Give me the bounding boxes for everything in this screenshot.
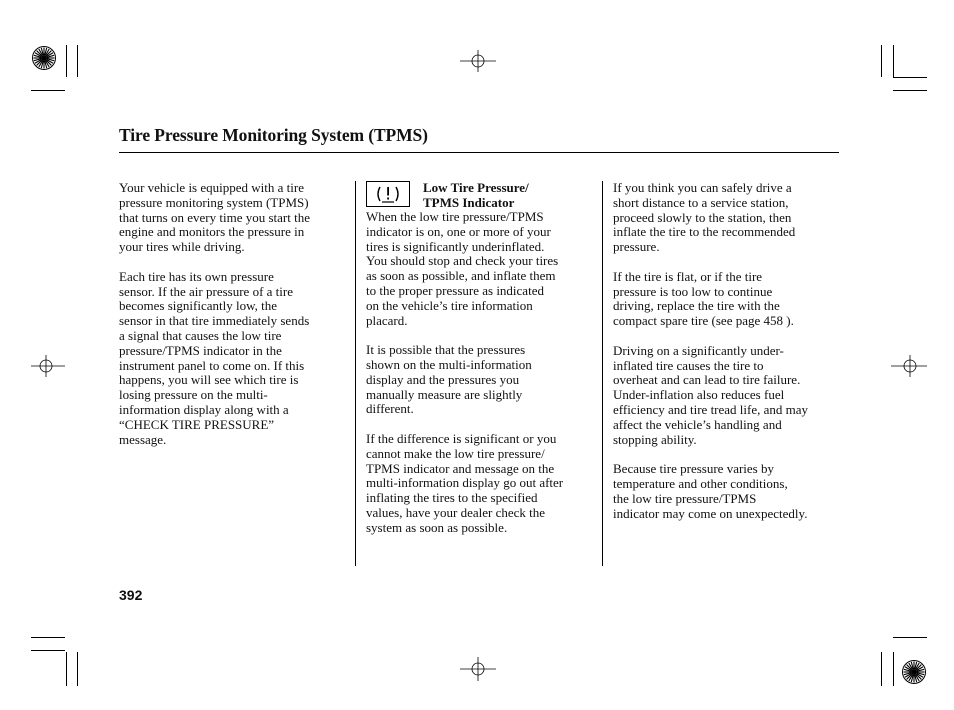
indicator-heading-line: TPMS Indicator (423, 194, 515, 210)
column-middle (366, 210, 563, 536)
text-line: You should stop and check your tires (366, 253, 559, 269)
text-line: on the vehicle’s tire information (366, 297, 533, 313)
text-line: different. (366, 401, 414, 417)
registration-starburst-icon (31, 45, 57, 71)
crop-line (66, 652, 67, 686)
text-line: It is possible that the pressures (366, 342, 526, 358)
tpms-indicator-box (366, 181, 410, 207)
paragraph-gap (613, 329, 808, 344)
text-line: Because tire pressure varies by (613, 461, 774, 477)
text-line: system as soon as possible. (366, 519, 508, 535)
text-line: stopping ability. (613, 431, 697, 447)
text-line: “CHECK TIRE PRESSURE” (119, 416, 275, 432)
section-title: Tire Pressure Monitoring System (TPMS) (119, 125, 428, 145)
text-line: shown on the multi-information (366, 356, 532, 372)
text-line: temperature and other conditions, (613, 475, 788, 491)
registration-crosshair-icon (31, 355, 65, 377)
crop-line (77, 652, 78, 686)
text-line: instrument panel to come on. If this (119, 357, 305, 373)
text-line: TPMS indicator and message on the (366, 460, 555, 476)
text-line: If the difference is significant or you (366, 430, 557, 446)
paragraph-gap (366, 417, 563, 432)
text-line: a signal that causes the low tire (119, 327, 282, 343)
page-number: 392 (119, 587, 143, 603)
text-line: sensor. If the air pressure of a tire (119, 283, 293, 299)
text-line: If you think you can safely drive a (613, 180, 792, 195)
text-line: multi-information display go out after (366, 475, 564, 491)
column-divider-right (602, 181, 603, 566)
text-line: If the tire is flat, or if the tire (613, 268, 763, 284)
crop-line (77, 45, 78, 77)
text-line: engine and monitors the pressure in (119, 224, 305, 240)
paragraph-gap (613, 447, 808, 462)
text-line: pressure/TPMS indicator in the (119, 342, 282, 358)
text-line: Driving on a significantly under- (613, 342, 784, 358)
title-rule (119, 152, 839, 153)
text-line: pressure is too low to continue (613, 283, 773, 299)
registration-crosshair-icon (891, 355, 927, 377)
text-line: proceed slowly to the station, then (613, 209, 792, 225)
text-line: as soon as possible, and inflate them (366, 268, 556, 284)
text-line: Each tire has its own pressure (119, 268, 274, 284)
crop-line (893, 45, 894, 77)
text-line: efficiency and tire tread life, and may (613, 401, 809, 417)
column-left (119, 181, 310, 447)
crop-line (881, 45, 882, 77)
indicator-heading-line: Low Tire Pressure/ (423, 180, 529, 195)
column-divider-left (355, 181, 356, 566)
crop-line (893, 637, 927, 638)
column-right (613, 181, 808, 521)
text-line: placard. (366, 312, 408, 328)
crop-line (31, 650, 65, 651)
text-line: inflate the tire to the recommended (613, 224, 796, 240)
text-line: happens, you will see which tire is (119, 372, 299, 388)
crop-line (881, 652, 882, 686)
text-line: display and the pressures you (366, 371, 520, 387)
crop-line (66, 45, 67, 77)
text-line: message. (119, 431, 167, 447)
text-line: information display along with a (119, 401, 289, 417)
text-line: your tires while driving. (119, 239, 245, 255)
text-line: cannot make the low tire pressure/ (366, 445, 545, 461)
text-line: tires is significantly underinflated. (366, 238, 545, 254)
text-line: to the proper pressure as indicated (366, 282, 544, 298)
text-line: Your vehicle is equipped with a tire (119, 180, 304, 195)
registration-starburst-icon (901, 659, 927, 685)
text-line: manually measure are slightly (366, 386, 523, 402)
crop-line (893, 90, 927, 91)
text-line: When the low tire pressure/TPMS (366, 209, 544, 224)
tpms-warning-icon (367, 182, 409, 206)
text-line: pressure monitoring system (TPMS) (119, 194, 309, 210)
text-line: becomes significantly low, the (119, 298, 278, 314)
text-line: values, have your dealer check the (366, 504, 546, 520)
text-line: indicator is on, one or more of your (366, 223, 551, 239)
text-line: Under-inflation also reduces fuel (613, 387, 785, 403)
text-line: the low tire pressure/TPMS (613, 490, 757, 506)
text-line: inflating the tires to the specified (366, 490, 538, 506)
text-line: inflated tire causes the tire to (613, 357, 764, 373)
paragraph-gap (366, 328, 563, 343)
registration-crosshair-icon (460, 50, 496, 72)
indicator-heading (423, 181, 529, 211)
text-line: affect the vehicle’s handling and (613, 416, 782, 432)
text-line: pressure. (613, 239, 660, 255)
crop-line (31, 90, 65, 91)
paragraph-gap (613, 255, 808, 270)
text-line: that turns on every time you start the (119, 209, 310, 225)
crop-line (893, 652, 894, 686)
text-line: sensor in that tire immediately sends (119, 313, 310, 329)
text-line: losing pressure on the multi- (119, 387, 268, 403)
text-line: indicator may come on unexpectedly. (613, 505, 808, 521)
paragraph-gap (119, 255, 310, 270)
crop-line (893, 77, 927, 78)
registration-crosshair-icon (460, 657, 496, 681)
text-line: short distance to a service station, (613, 194, 789, 210)
text-line: driving, replace the tire with the (613, 298, 780, 314)
crop-line (31, 637, 65, 638)
text-line: compact spare tire (see page 458 ). (613, 313, 794, 329)
text-line: overheat and can lead to tire failure. (613, 372, 801, 388)
